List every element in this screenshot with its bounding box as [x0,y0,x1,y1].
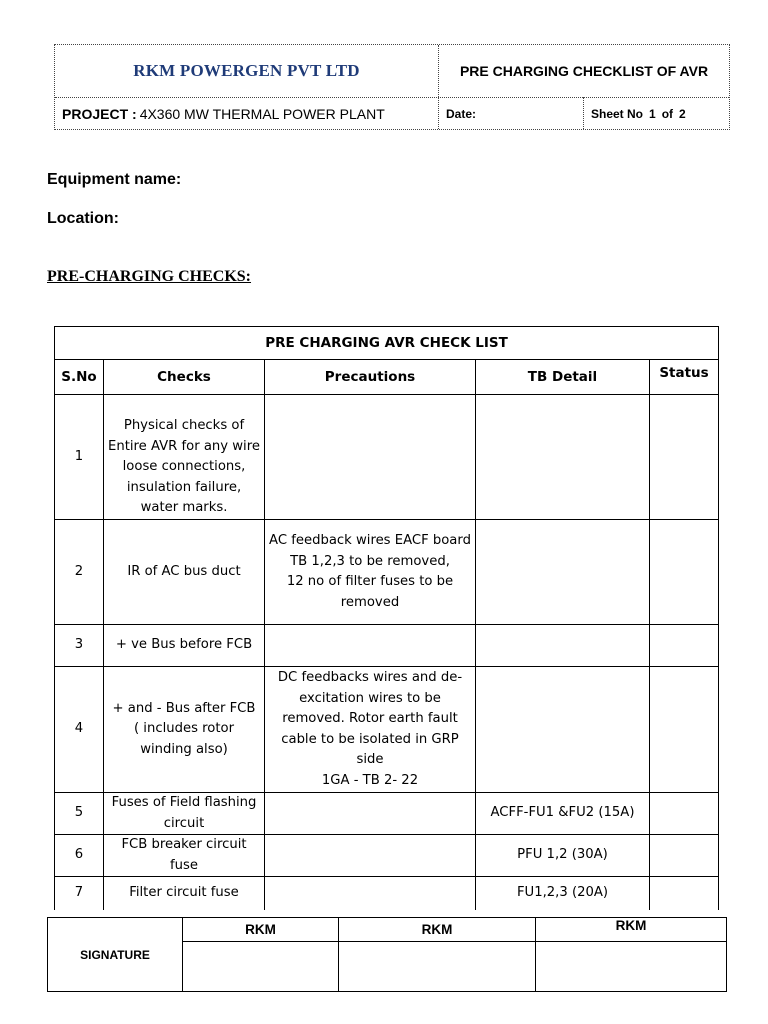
cell-status[interactable] [650,667,719,793]
project-value: 4X360 MW THERMAL POWER PLANT [139,105,385,122]
cell-check: FCB breaker circuit fuse [104,835,265,877]
signature-box[interactable] [339,942,536,992]
location-label: Location: [47,210,119,227]
cell-tb-detail: PFU 1,2 (30A) [476,835,650,877]
cell-precaution: DC feedbacks wires and de-excitation wires to be removed. Rotor earth fault cable to be isolated in GRP side 1GA - TB 2- 22 [265,667,476,793]
document-title: PRE CHARGING CHECKLIST OF AVR [459,63,709,79]
project-label: PROJECT : [62,105,137,122]
column-header-tb-detail: TB Detail [476,360,650,395]
cell-check [104,395,265,520]
cell-status[interactable] [650,625,719,667]
cell-tb-detail: FU1,2,3 (20A) [476,877,650,910]
cell-precaution [265,877,476,910]
table-row [55,835,719,877]
table-row [55,793,719,835]
cell-precaution: AC feedback wires EACF board TB 1,2,3 to be removed, 12 no of filter fuses to be removed [265,520,476,625]
signature-party: RKM [536,918,727,942]
document-header [54,44,730,130]
cell-precaution [265,793,476,835]
cell-tb-detail [476,520,650,625]
column-header-status: Status [650,360,719,395]
cell-tb-detail [476,395,650,520]
column-header-checks: Checks [104,360,265,395]
signature-party: RKM [183,918,339,942]
cell-precaution [265,395,476,520]
column-header-sno: S.No [55,360,104,395]
sheet-number [591,97,692,130]
signature-table [47,917,727,992]
cell-precaution [265,835,476,877]
cell-check: + and - Bus after FCB ( includes rotor winding also) [104,667,265,793]
cell-status[interactable] [650,793,719,835]
cell-sno: 5 [55,793,104,835]
date-label: Date: [446,106,477,121]
signature-box[interactable] [536,942,727,992]
table-row [55,667,719,793]
cell-check: IR of AC bus duct [104,520,265,625]
cell-sno: 4 [55,667,104,793]
cell-sno: 2 [55,520,104,625]
signature-box[interactable] [183,942,339,992]
cell-sno: 7 [55,877,104,910]
table-row [55,395,719,520]
check-text: Physical checks of Entire AVR for any wire loose connections, insulation failure, water marks. [108,418,260,515]
checklist-table [54,326,719,910]
column-header-precautions: Precautions [265,360,476,395]
cell-tb-detail [476,667,650,793]
sheet-label: Sheet No [591,106,644,121]
cell-status[interactable] [650,520,719,625]
table-row [55,877,719,910]
cell-status[interactable] [650,395,719,520]
sheet-of: of [661,106,674,121]
table-row [55,625,719,667]
cell-sno: 1 [55,395,104,520]
company-name: RKM POWERGEN PVT LTD [133,61,360,80]
project-line [62,97,385,130]
header-divider [583,97,584,129]
checklist-title: PRE CHARGING AVR CHECK LIST [55,327,719,360]
cell-check: + ve Bus before FCB [104,625,265,667]
sheet-total: 2 [679,106,686,121]
cell-sno: 3 [55,625,104,667]
cell-tb-detail: ACFF-FU1 &FU2 (15A) [476,793,650,835]
cell-sno: 6 [55,835,104,877]
cell-check: Fuses of Field flashing circuit [104,793,265,835]
signature-party: RKM [339,918,536,942]
signature-label: SIGNATURE [48,918,183,992]
cell-tb-detail [476,625,650,667]
section-title: PRE-CHARGING CHECKS: [47,268,252,285]
sheet-current: 1 [649,106,656,121]
cell-status[interactable] [650,877,719,910]
equipment-name-label: Equipment name: [47,171,182,188]
cell-status[interactable] [650,835,719,877]
table-row [55,520,719,625]
cell-precaution [265,625,476,667]
cell-check: Filter circuit fuse [104,877,265,910]
